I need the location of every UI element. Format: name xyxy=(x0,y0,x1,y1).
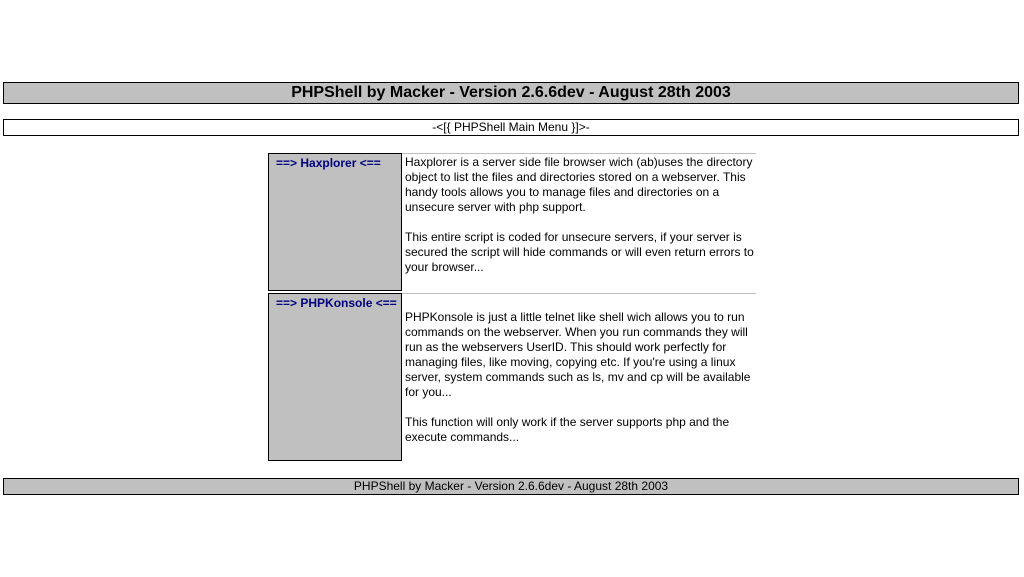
phpkonsole-description-paragraph: This function will only work if the server supports php and the execute commands... xyxy=(405,415,730,444)
haxplorer-description-paragraph: Haxplorer is a server side file browser wich (ab)uses the directory object to list the files and directories stored on a webserver. This handy tools allows you to manage files and directories on a unsecure server with php support. xyxy=(405,155,753,214)
haxplorer-description-paragraph: This entire script is coded for unsecure servers, if your server is secured the script will hide commands or will even return errors to your browser... xyxy=(405,230,754,274)
main-menu-title-bar xyxy=(3,119,1019,136)
phpkonsole-link-label: ==> PHPKonsole <== xyxy=(276,296,397,310)
haxplorer-link-label: ==> Haxplorer <== xyxy=(276,156,381,170)
row-divider xyxy=(402,153,756,154)
page-title-bar xyxy=(3,82,1019,104)
main-menu-title: -<[{ PHPShell Main Menu }]>- xyxy=(432,120,590,134)
footer-bar xyxy=(3,478,1019,495)
phpkonsole-link[interactable] xyxy=(268,293,402,461)
footer-text: PHPShell by Macker - Version 2.6.6dev - August 28th 2003 xyxy=(353,479,669,493)
haxplorer-link[interactable] xyxy=(268,153,402,291)
page-title: PHPShell by Macker - Version 2.6.6dev - August 28th 2003 xyxy=(291,84,731,101)
phpkonsole-description-paragraph: PHPKonsole is just a little telnet like shell wich allows you to run commands on the webserver. When you run commands they will run as the webservers UserID. This should work perfectly for managing files, like moving, copying etc. If you're using a linux server, system commands such as ls, mv and cp will be available for you... xyxy=(405,310,751,399)
phpkonsole-description xyxy=(405,310,757,445)
row-divider xyxy=(402,293,756,294)
haxplorer-description xyxy=(405,155,757,275)
